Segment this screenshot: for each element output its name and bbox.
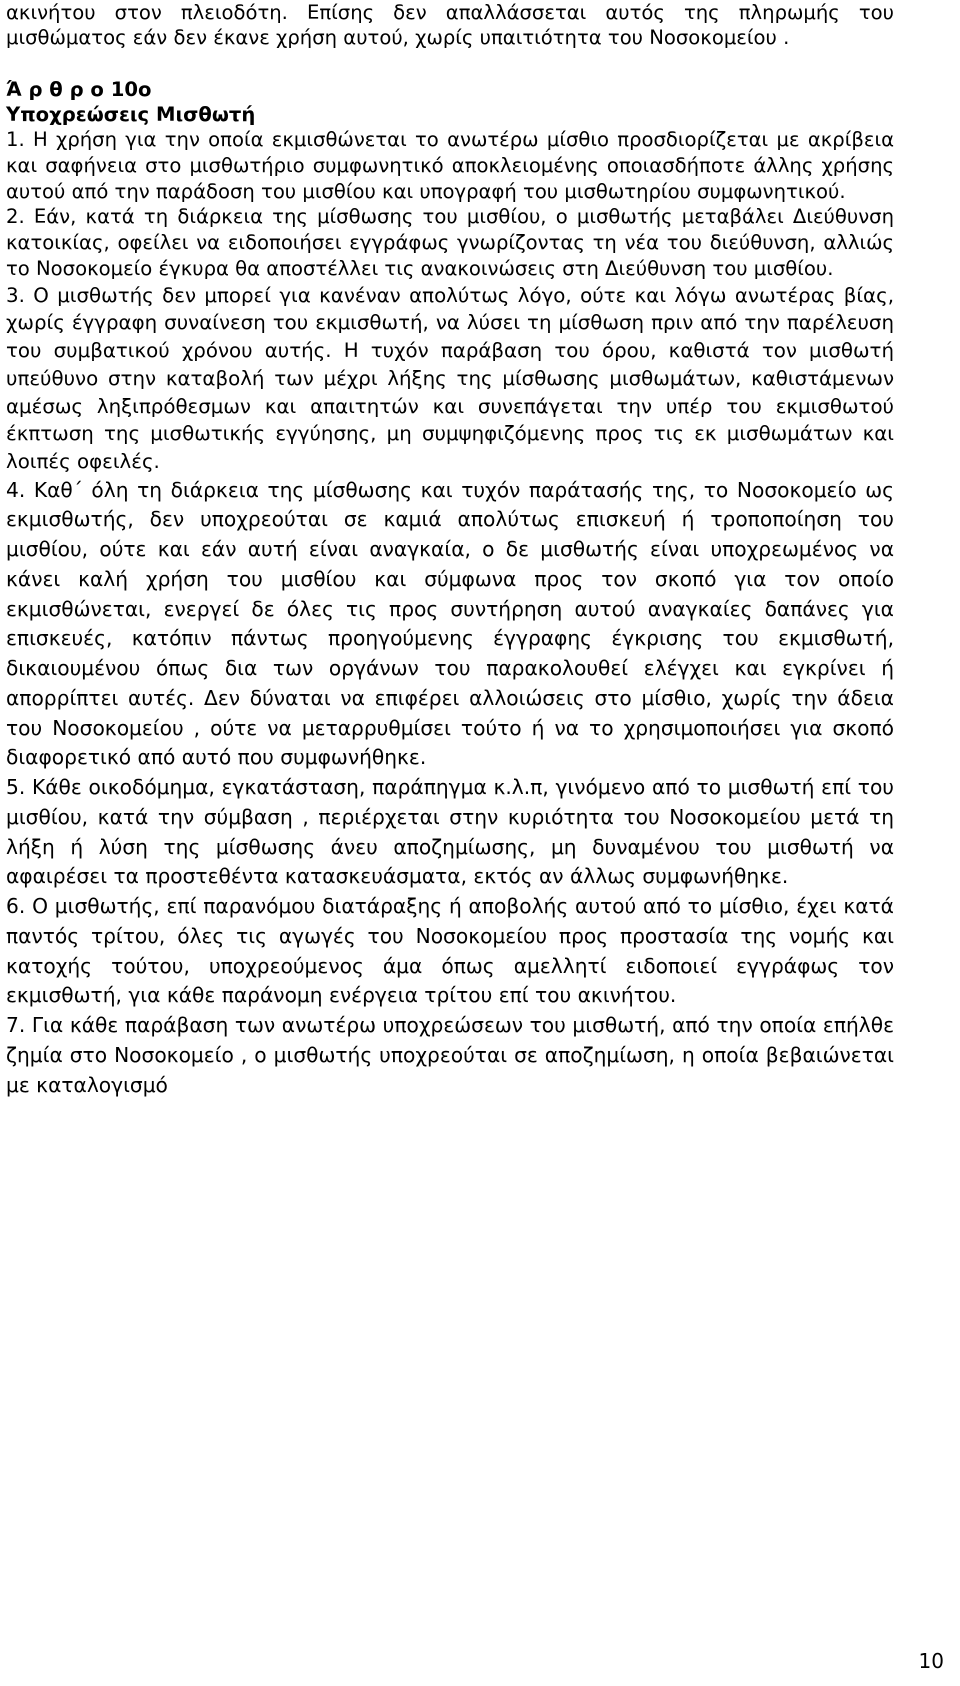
paragraph-6: 6. Ο μισθωτής, επί παρανόμου διατάραξης ή αποβολής αυτού από το μίσθιο, έχει κατά παντός τρίτου, όλες τις αγωγές του Νοσοκομείου προς προστασία της νομής και κατοχής τούτου, υποχρεούμενος άμα όπως αμελλητί ειδοποιεί εγγράφως τον εκμισθωτή, για κάθε παράνομη ενέργεια τρίτου επί του ακινήτου. [6, 894, 894, 1008]
paragraph-2: 2. Εάν, κατά τη διάρκεια της μίσθωσης του μισθίου, ο μισθωτής μεταβάλει Διεύθυνση κατοικίας, οφείλει να ειδοποιήσει εγγράφως γνωρίζοντας τη νέα του διεύθυνση, αλλιώς το Νοσοκομείο έγκυρα θα αποστέλλει τις ανακοινώσεις στη Διεύθυνση του μισθίου. [6, 205, 894, 280]
paragraph-3: 3. Ο μισθωτής δεν μπορεί για κανέναν απολύτως λόγο, ούτε και λόγω ανωτέρας βίας, χωρίς έγγραφη συναίνεση του εκμισθωτή, να λύσει τη μίσθωση πριν από την παρέλευση του συμβατικού χρόνου αυτής. Η τυχόν παράβαση του όρου, καθιστά τον μισθωτή υπεύθυνο στην καταβολή των μέχρι λήξης της μίσθωσης μισθωμάτων, καθιστάμενων αμέσως ληξιπρόθεσμων και απαιτητών και συνεπάγεται την υπέρ του εκμισθωτού έκπτωση της μισθωτικής εγγύησης, μη συμψηφιζόμενης προς τις εκ μισθωμάτων και λοιπές οφειλές. [6, 283, 894, 473]
paragraph-5: 5. Κάθε οικοδόμημα, εγκατάσταση, παράπηγμα κ.λ.π, γινόμενο από το μισθωτή επί του μισθίου, κατά την σύμβαση , περιέρχεται στην κυριότητα του Νοσοκομείου μετά τη λήξη ή λύση της μίσθωσης άνευ αποζημίωσης, μη δυναμένου του μισθωτή να αφαιρέσει τα προστεθέντα κατασκευάσματα, εκτός αν άλλως συμφωνήθηκε. [6, 775, 894, 889]
paragraph-4: 4. Καθ΄ όλη τη διάρκεια της μίσθωσης και τυχόν παράτασής της, το Νοσοκομείο ως εκμισθωτής, δεν υποχρεούται σε καμιά απολύτως επισκευή ή τροποποίηση του μισθίου, ούτε και εάν αυτή είναι αναγκαία, ο δε μισθωτής είναι υποχρεωμένος να κάνει καλή χρήση του μισθίου και σύμφωνα προς τον σκοπό για τον οποίο εκμισθώνεται, ενεργεί δε όλες τις προς συντήρηση αυτού αναγκαίες δαπάνες για επισκευές, κατόπιν πάντως προηγούμενης έγγραφης έγκρισης του εκμισθωτή, δικαιουμένου όπως δια των οργάνων του παρακολουθεί ελέγχει και εγκρίνει ή απορρίπτει αυτές. Δεν δύναται να επιφέρει αλλοιώσεις στο μίσθιο, χωρίς την άδεια του Νοσοκομείου , ούτε να μεταρρυθμίσει τούτο ή να το χρησιμοποιήσει για σκοπό διαφορετικό από αυτό που συμφωνήθηκε. [6, 477, 894, 770]
page-number: 10 [918, 1649, 944, 1673]
article-heading [6, 77, 894, 127]
paragraph-1: 1. Η χρήση για την οποία εκμισθώνεται το ανωτέρω μίσθιο προσδιορίζεται με ακρίβεια και σαφήνεια στο μισθωτήριο συμφωνητικό αποκλειομένης οποιασδήποτε άλλης χρήσης αυτού από την παράδοση του μισθίου και υπογραφή του μισθωτηρίου συμφωνητικού. [6, 128, 894, 203]
document-body [6, 0, 894, 1100]
article-number: Ά ρ θ ρ ο 10ο [6, 78, 152, 101]
intro-paragraph: ακινήτου στον πλειοδότη. Επίσης δεν απαλλάσσεται αυτός της πληρωμής του μισθώματος εάν δεν έκανε χρήση αυτού, χωρίς υπαιτιότητα του Νοσοκομείου . [6, 1, 894, 49]
paragraph-7: 7. Για κάθε παράβαση των ανωτέρω υποχρεώσεων του μισθωτή, από την οποία επήλθε ζημία στο Νοσοκομείο , ο μισθωτής υποχρεούται σε αποζημίωση, η οποία βεβαιώνεται με καταλογισμό [6, 1013, 894, 1097]
article-title: Υποχρεώσεις Μισθωτή [6, 103, 256, 126]
